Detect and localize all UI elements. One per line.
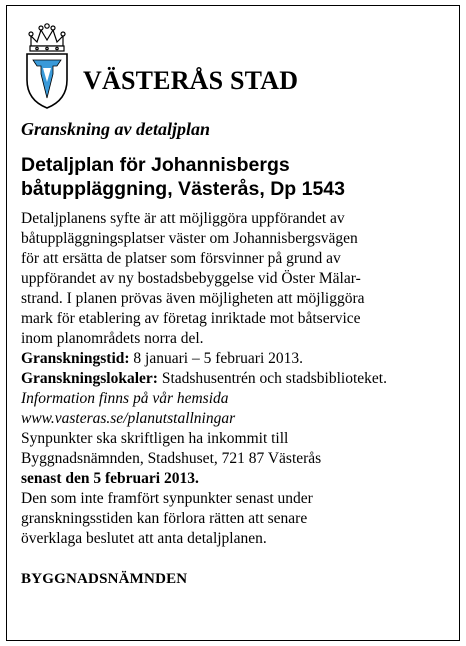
title-line: båtuppläggning, Västerås, Dp 1543 bbox=[21, 178, 345, 200]
signature: BYGGNADSNÄMNDEN bbox=[21, 571, 188, 587]
notice-title bbox=[21, 153, 453, 201]
body-line: båtuppläggningsplatser väster om Johannisbergsvägen bbox=[21, 230, 358, 247]
warning-line: granskningsstiden kan förlora rätten att senare bbox=[21, 510, 308, 527]
warning-line: överklaga beslutet att anta detaljplanen. bbox=[21, 530, 267, 547]
body-line: inom planområdets norra del. bbox=[21, 330, 204, 347]
body-line: Detaljplanens syfte är att möjliggöra uppförandet av bbox=[21, 210, 345, 227]
submission-line: Byggnadsnämnden, Stadshuset, 721 87 Västerås bbox=[21, 450, 322, 467]
header bbox=[23, 18, 443, 110]
warning-line: Den som inte framfört synpunkter senast under bbox=[21, 490, 313, 507]
submission-line: Synpunkter ska skriftligen ha inkommit till bbox=[21, 430, 289, 447]
body-line: strand. I planen prövas även möjligheten att möjliggöra bbox=[21, 290, 365, 307]
review-period-value: 8 januari – 5 februari 2013. bbox=[129, 350, 304, 367]
notice-kicker: Granskning av detaljplan bbox=[21, 119, 211, 139]
review-venue-label: Granskningslokaler: bbox=[21, 370, 158, 387]
body-line: för att ersätta de platser som försvinner på grund av bbox=[21, 250, 341, 267]
notice-frame bbox=[6, 5, 460, 641]
info-url-link[interactable]: www.vasteras.se/planutstallningar bbox=[21, 410, 236, 427]
review-period bbox=[21, 349, 453, 369]
notice-content bbox=[21, 118, 453, 589]
org-name: VÄSTERÅS STAD bbox=[83, 66, 299, 95]
review-period-label: Granskningstid: bbox=[21, 350, 130, 367]
body-line: mark för etablering av företag inriktade mot båtservice bbox=[21, 310, 361, 327]
title-line: Detaljplan för Johannisbergs bbox=[21, 154, 290, 176]
review-venue bbox=[21, 369, 453, 389]
notice-body bbox=[21, 209, 453, 589]
deadline: senast den 5 februari 2013. bbox=[21, 470, 199, 487]
city-crest-icon bbox=[23, 18, 71, 110]
info-line: Information finns på vår hemsida bbox=[21, 390, 229, 407]
body-line: uppförandet av ny bostadsbebyggelse vid Öster Mälar- bbox=[21, 270, 361, 287]
review-venue-value: Stadshusentrén och stadsbiblioteket. bbox=[157, 370, 387, 387]
